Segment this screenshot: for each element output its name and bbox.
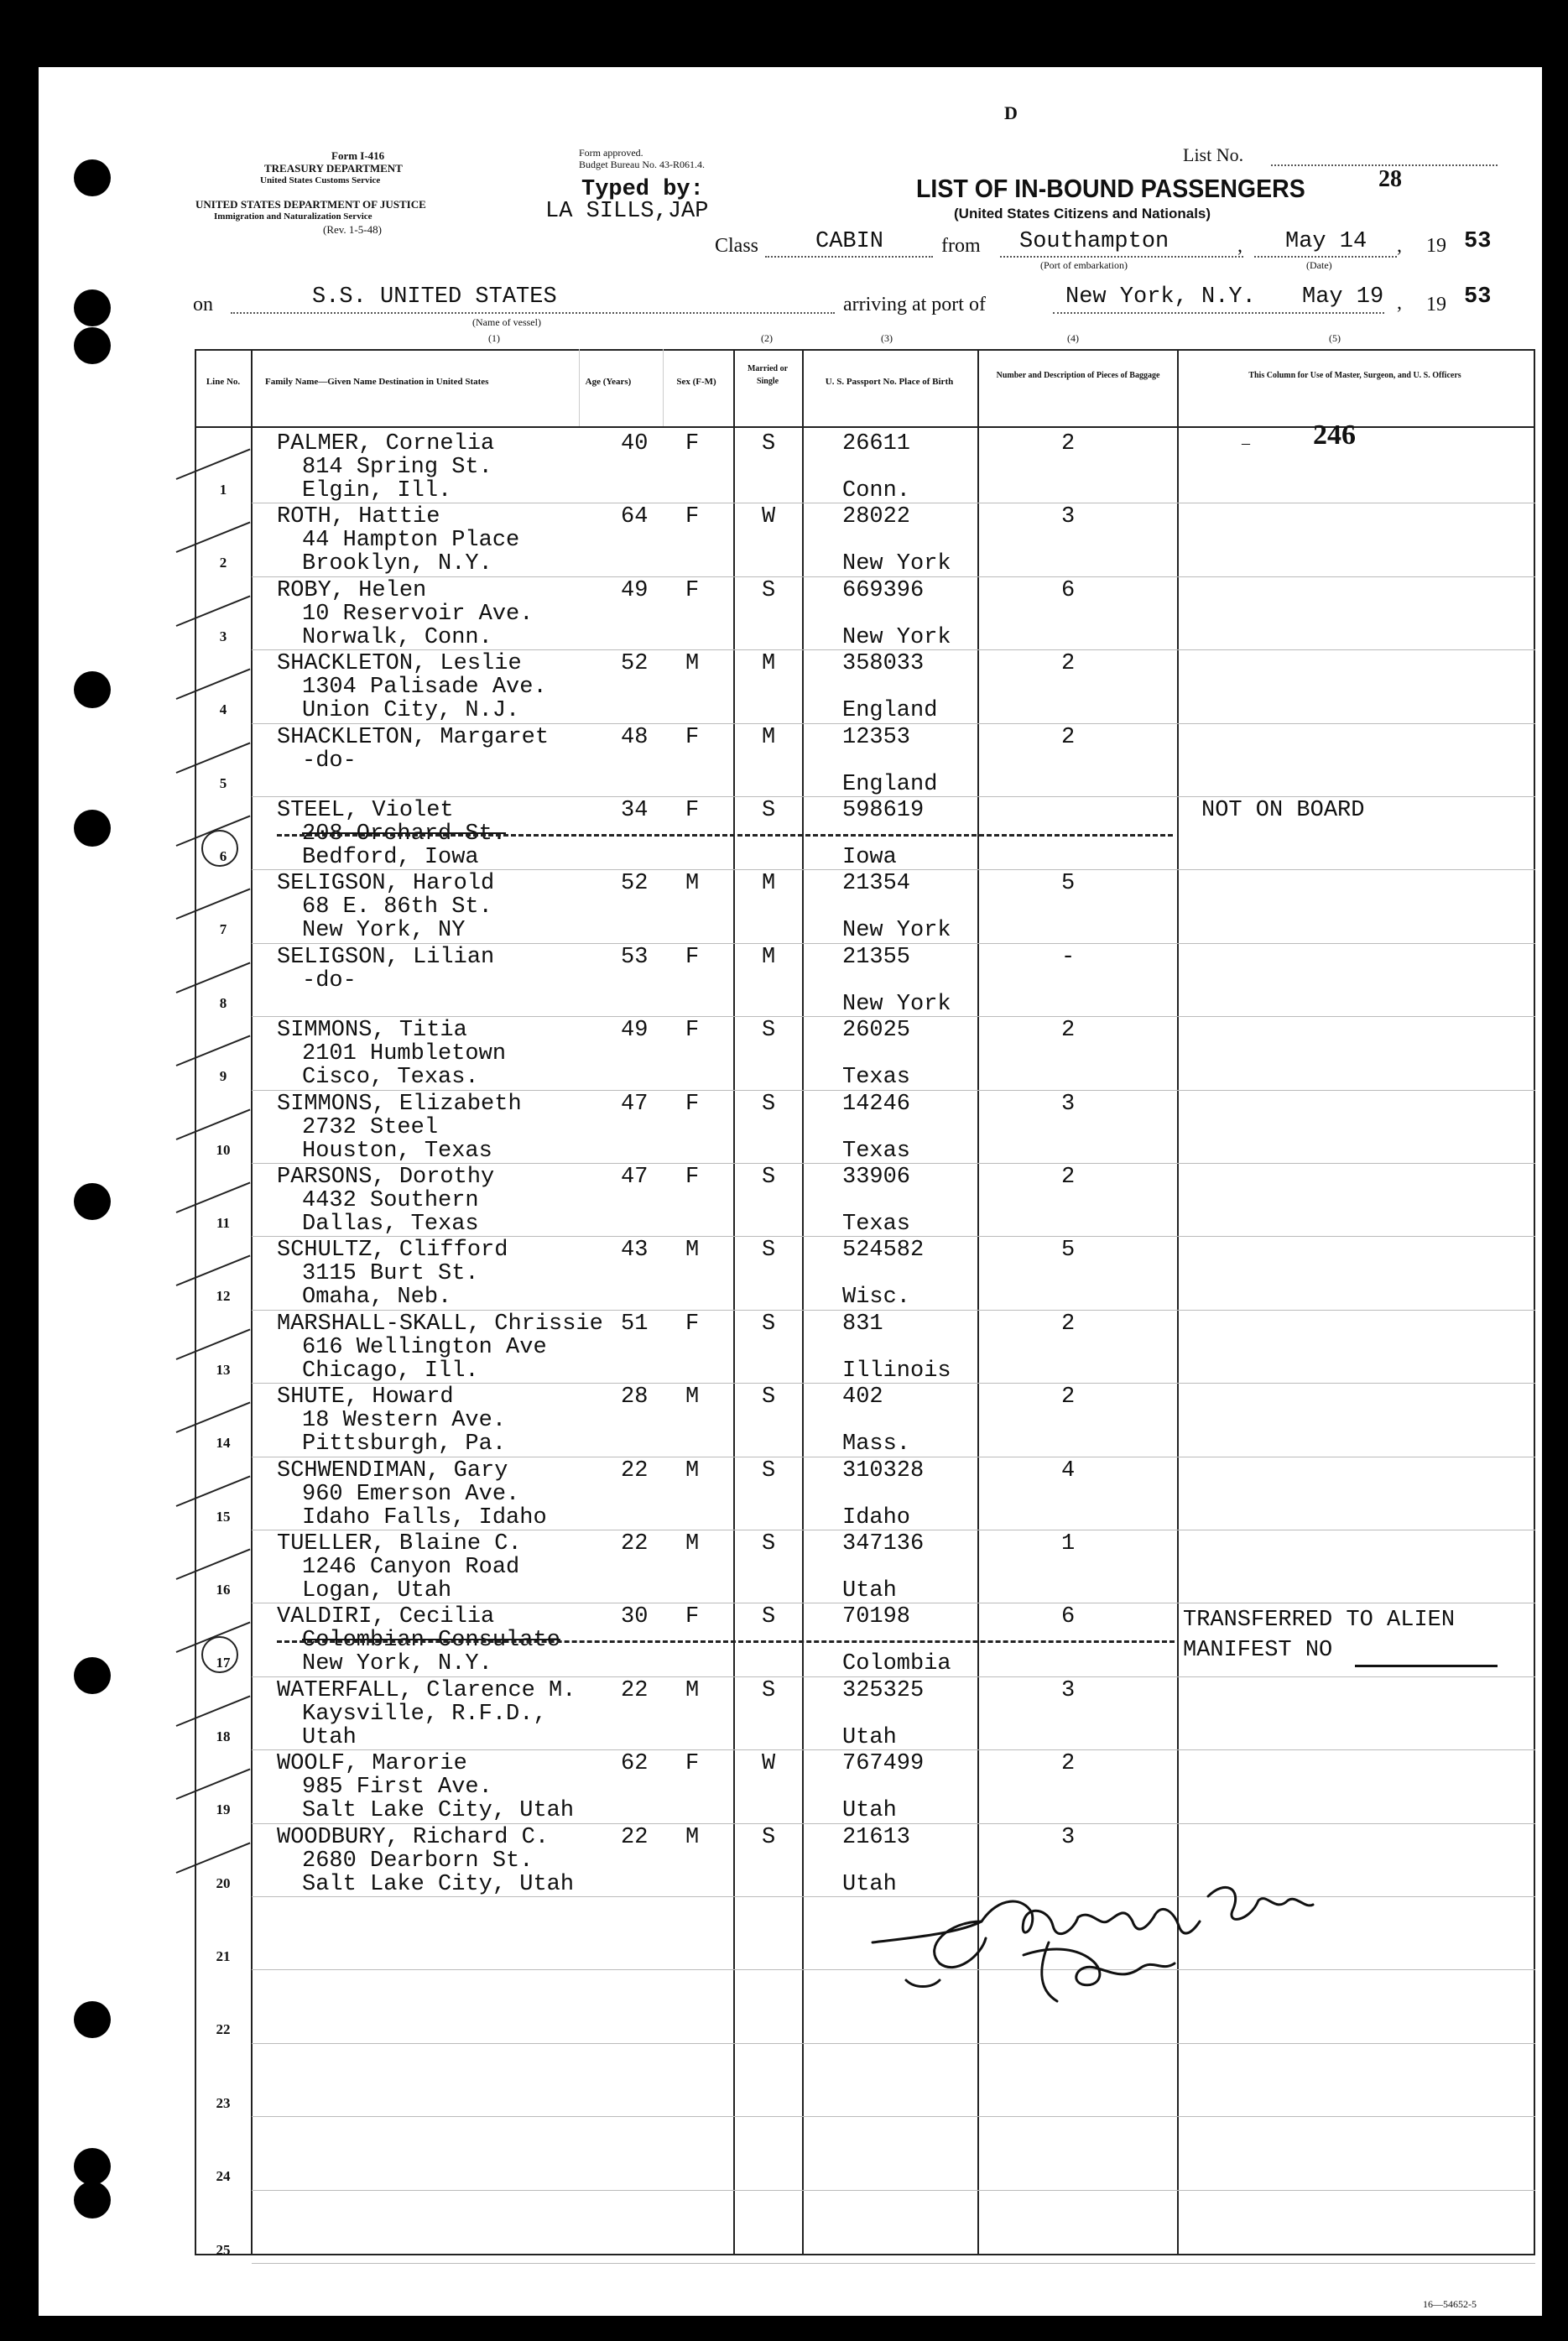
line-number: 9 [219, 1068, 227, 1085]
from-label: from [941, 235, 981, 257]
passport-number: 598619 [842, 798, 925, 823]
passenger-name: PALMER, Cornelia [277, 431, 495, 456]
passenger-address: 4432 Southern [302, 1188, 479, 1213]
arrival-year-prefix: 19 [1426, 294, 1446, 315]
passenger-city: Pittsburgh, Pa. [302, 1431, 507, 1457]
passenger-address: 1246 Canyon Road [302, 1555, 520, 1580]
binder-hole [74, 2148, 111, 2185]
passenger-age: 22 [621, 1824, 649, 1850]
officer-number: 246 [1313, 420, 1356, 451]
passport-number: 21613 [842, 1824, 911, 1850]
on-label: on [193, 294, 213, 315]
birth-place: Texas [842, 1138, 911, 1164]
passenger-sex: F [685, 504, 700, 530]
passenger-marital: S [762, 798, 776, 823]
passenger-sex: M [685, 1824, 700, 1850]
passenger-age: 28 [621, 1384, 649, 1410]
arrival-year: 53 [1464, 284, 1492, 310]
col-header-name: Family Name—Given Name Destination in United States [265, 377, 489, 387]
passenger-city: Elgin, Ill. [302, 478, 452, 503]
passport-number: 347136 [842, 1531, 925, 1556]
passenger-marital: S [762, 1531, 776, 1556]
footer-code: 16—54652-5 [1423, 2298, 1477, 2310]
year-prefix: 19 [1426, 235, 1446, 257]
baggage-count: 3 [1061, 1677, 1076, 1703]
customs-service: United States Customs Service [260, 175, 381, 185]
passenger-marital: S [762, 1311, 776, 1337]
birth-place: New York [842, 918, 951, 944]
passenger-marital: S [762, 577, 776, 603]
passenger-city: Salt Lake City, Utah [302, 1798, 575, 1824]
passenger-address: 616 Wellington Ave [302, 1334, 547, 1360]
passenger-name: ROBY, Helen [277, 577, 427, 603]
officer-remark: TRANSFERRED TO ALIEN MANIFEST NO [1183, 1608, 1456, 1664]
passenger-marital: S [762, 1165, 776, 1190]
passport-number: 26025 [842, 1018, 911, 1044]
line-number: 18 [216, 1728, 231, 1744]
birth-place: New York [842, 991, 951, 1017]
birth-place: Illinois [842, 1358, 951, 1384]
line-number: 25 [216, 2241, 231, 2258]
passenger-city: Idaho Falls, Idaho [302, 1504, 547, 1530]
passenger-address: 18 Western Ave. [302, 1408, 507, 1434]
passenger-marital: S [762, 1677, 776, 1703]
passenger-name: VALDIRI, Cecilia [277, 1604, 495, 1630]
passenger-marital: S [762, 1457, 776, 1483]
purser-signature [856, 1863, 1326, 2022]
passenger-marital: S [762, 1384, 776, 1410]
baggage-count: 5 [1061, 871, 1076, 897]
col-number: (1) [488, 332, 500, 344]
passenger-city: Brooklyn, N.Y. [302, 551, 492, 577]
line-number: 7 [219, 921, 227, 938]
line-number: 2 [219, 555, 227, 571]
arrival-date: May 19 [1302, 284, 1384, 310]
birth-place: Conn. [842, 478, 911, 503]
class-value: CABIN [815, 229, 884, 254]
line-number: 14 [216, 1435, 231, 1452]
passenger-address: -do- [302, 748, 357, 774]
form-approved: Form approved. [579, 147, 643, 159]
passenger-sex: M [685, 871, 700, 897]
passenger-age: 40 [621, 431, 649, 456]
col-header-officers: This Column for Use of Master, Surgeon, and U. S. Officers [1248, 371, 1461, 380]
col-header-married: Married or Single [747, 364, 789, 386]
passenger-city: Omaha, Neb. [302, 1285, 452, 1311]
manifest-no-blank [1355, 1665, 1498, 1667]
baggage-count: 2 [1061, 1018, 1076, 1044]
passenger-sex: M [685, 651, 700, 677]
birth-place: England [842, 698, 938, 724]
col-number: (2) [761, 332, 773, 344]
arrival-port: New York, N.Y. [1065, 284, 1256, 310]
vessel-caption: (Name of vessel) [472, 316, 541, 328]
passenger-sex: M [685, 1238, 700, 1264]
passenger-marital: S [762, 1018, 776, 1044]
line-number: 17 [216, 1655, 231, 1671]
birth-place: Colombia [842, 1651, 951, 1677]
passport-number: 21355 [842, 944, 911, 970]
embark-date: May 14 [1285, 229, 1367, 254]
port-caption: (Port of embarkation) [1040, 259, 1128, 271]
passenger-sex: F [685, 431, 700, 456]
birth-place: England [842, 771, 938, 797]
binder-hole [74, 810, 111, 847]
passport-number: 524582 [842, 1238, 925, 1264]
passenger-sex: F [685, 1018, 700, 1044]
passenger-age: 48 [621, 724, 649, 750]
manifest-title: LIST OF IN-BOUND PASSENGERS [916, 174, 1305, 203]
line-number: 6 [219, 848, 227, 864]
passenger-age: 49 [621, 1018, 649, 1044]
birth-place: New York [842, 551, 951, 577]
binder-hole [74, 2182, 111, 2218]
passenger-age: 34 [621, 798, 649, 823]
passenger-name: ROTH, Hattie [277, 504, 440, 530]
passport-number: 28022 [842, 504, 911, 530]
passenger-name: WOOLF, Marorie [277, 1751, 467, 1777]
form-number: Form I-416 [331, 149, 385, 162]
passport-number: 669396 [842, 577, 925, 603]
row-divider [252, 2116, 1535, 2117]
line-number: 16 [216, 1582, 231, 1598]
passenger-name: SELIGSON, Lilian [277, 944, 495, 970]
passport-number: 831 [842, 1311, 883, 1337]
binder-hole [74, 327, 111, 364]
passenger-marital: S [762, 431, 776, 456]
binder-hole [74, 2001, 111, 2038]
passenger-age: 43 [621, 1238, 649, 1264]
line-number: 3 [219, 628, 227, 644]
passenger-sex: F [685, 577, 700, 603]
passport-number: 21354 [842, 871, 911, 897]
typed-by-value: LA SILLS,JAP [545, 199, 709, 224]
birth-place: Texas [842, 1212, 911, 1237]
line-number: 20 [216, 1874, 231, 1891]
passenger-address: 960 Emerson Ave. [302, 1481, 520, 1507]
passenger-age: 22 [621, 1457, 649, 1483]
passenger-age: 52 [621, 651, 649, 677]
passenger-name: SELIGSON, Harold [277, 871, 495, 897]
passenger-sex: F [685, 944, 700, 970]
passenger-city: Utah [302, 1724, 357, 1750]
passenger-name: SHUTE, Howard [277, 1384, 454, 1410]
col-number: (5) [1329, 332, 1341, 344]
line-circle-mark [201, 830, 238, 867]
passenger-sex: F [685, 1091, 700, 1117]
strike-line [277, 1640, 1175, 1643]
line-number: 24 [216, 2168, 231, 2185]
passenger-city: Chicago, Ill. [302, 1358, 479, 1384]
baggage-count: 2 [1061, 431, 1076, 456]
passenger-address: Kaysville, R.F.D., [302, 1701, 547, 1727]
passenger-sex: F [685, 724, 700, 750]
birth-place: Idaho [842, 1504, 911, 1530]
passenger-age: 51 [621, 1311, 649, 1337]
passenger-sex: M [685, 1677, 700, 1703]
binder-hole [74, 671, 111, 708]
passenger-address: 2101 Humbletown [302, 1041, 507, 1067]
passenger-address: 985 First Ave. [302, 1775, 492, 1801]
passenger-age: 47 [621, 1091, 649, 1117]
passenger-address: 814 Spring St. [302, 455, 492, 480]
passenger-city: Union City, N.J. [302, 698, 520, 724]
passport-number: 402 [842, 1384, 883, 1410]
strike-line [277, 834, 1173, 837]
baggage-count: 1 [1061, 1531, 1076, 1556]
budget-bureau: Budget Bureau No. 43-R061.4. [579, 159, 705, 170]
passenger-age: 47 [621, 1165, 649, 1190]
passport-number: 33906 [842, 1165, 911, 1190]
passenger-city: New York, N.Y. [302, 1651, 492, 1677]
passenger-marital: S [762, 1238, 776, 1264]
line-number: 11 [216, 1215, 231, 1231]
passport-number: 358033 [842, 651, 925, 677]
passenger-sex: F [685, 1751, 700, 1777]
passport-number: 70198 [842, 1604, 911, 1630]
passenger-name: PARSONS, Dorothy [277, 1165, 495, 1190]
passenger-age: 22 [621, 1531, 649, 1556]
line-number: 13 [216, 1361, 231, 1378]
col-header-baggage: Number and Description of Pieces of Baggage [996, 371, 1160, 380]
passenger-marital: S [762, 1091, 776, 1117]
binder-hole [74, 1183, 111, 1220]
binder-hole [74, 1657, 111, 1694]
passenger-name: SHACKLETON, Leslie [277, 651, 522, 677]
passenger-address: 68 E. 86th St. [302, 894, 492, 920]
passenger-city: New York, NY [302, 918, 466, 944]
row-divider [252, 2043, 1535, 2044]
passport-number: 12353 [842, 724, 911, 750]
line-number: 23 [216, 2094, 231, 2111]
col-number: (4) [1067, 332, 1079, 344]
passenger-age: 30 [621, 1604, 649, 1630]
row-divider [252, 2263, 1535, 2264]
passenger-age: 53 [621, 944, 649, 970]
treasury-dept: TREASURY DEPARTMENT [264, 162, 403, 175]
passenger-address: 3115 Burt St. [302, 1261, 479, 1287]
col-header-line: Line No. [206, 377, 241, 387]
passenger-city: Cisco, Texas. [302, 1065, 479, 1091]
passenger-address: 44 Hampton Place [302, 528, 520, 554]
passenger-name: WATERFALL, Clarence M. [277, 1677, 576, 1703]
birth-place: Iowa [842, 845, 897, 870]
list-no-label: List No. [1183, 144, 1244, 165]
line-number: 22 [216, 2021, 231, 2038]
row-divider [252, 2190, 1535, 2191]
passenger-address: 1304 Palisade Ave. [302, 675, 547, 701]
passenger-marital: M [762, 871, 776, 897]
col-header-age: Age (Years) [585, 377, 632, 387]
passenger-name: SCHWENDIMAN, Gary [277, 1457, 508, 1483]
typed-by-label: Typed by: [581, 177, 704, 202]
passenger-city: Houston, Texas [302, 1138, 492, 1164]
passenger-sex: F [685, 1311, 700, 1337]
arriving-label: arriving at port of [843, 294, 986, 315]
passenger-age: 49 [621, 577, 649, 603]
passenger-address: 10 Reservoir Ave. [302, 601, 534, 627]
birth-place: Wisc. [842, 1285, 911, 1311]
passenger-name: WOODBURY, Richard C. [277, 1824, 550, 1850]
line-number: 4 [219, 701, 227, 718]
passenger-address: 2680 Dearborn St. [302, 1848, 534, 1874]
passenger-sex: M [685, 1384, 700, 1410]
binder-hole [74, 289, 111, 326]
officer-remark: NOT ON BOARD [1201, 798, 1365, 823]
passenger-city: Salt Lake City, Utah [302, 1871, 575, 1897]
baggage-count: 3 [1061, 504, 1076, 530]
passenger-age: 52 [621, 871, 649, 897]
passport-number: 310328 [842, 1457, 925, 1483]
ins-service: Immigration and Naturalization Service [214, 211, 372, 222]
baggage-count: 3 [1061, 1091, 1076, 1117]
line-number: 1 [219, 482, 227, 498]
passport-number: 26611 [842, 431, 911, 456]
passenger-city: Bedford, Iowa [302, 845, 479, 870]
justice-dept: UNITED STATES DEPARTMENT OF JUSTICE [195, 198, 426, 211]
binder-hole [74, 159, 111, 196]
passenger-name: SIMMONS, Titia [277, 1018, 467, 1044]
baggage-count: 2 [1061, 1165, 1076, 1190]
passenger-address: 208 Orchard St. [302, 821, 507, 847]
manifest-subtitle: (United States Citizens and Nationals) [954, 206, 1211, 222]
passenger-sex: M [685, 1457, 700, 1483]
line-number: 5 [219, 774, 227, 791]
passenger-name: SHACKLETON, Margaret [277, 724, 550, 750]
line-number: 10 [216, 1141, 231, 1158]
passenger-name: MARSHALL-SKALL, Chrissie [277, 1311, 603, 1337]
top-mark: D [1004, 102, 1018, 123]
line-number: 8 [219, 994, 227, 1011]
birth-place: Utah [842, 1578, 897, 1603]
passenger-name: SCHULTZ, Clifford [277, 1238, 508, 1264]
passport-number: 767499 [842, 1751, 925, 1777]
passenger-age: 22 [621, 1677, 649, 1703]
vessel-name: S.S. UNITED STATES [312, 284, 557, 310]
col-number: (3) [881, 332, 893, 344]
passenger-marital: M [762, 944, 776, 970]
passenger-age: 64 [621, 504, 649, 530]
line-number: 15 [216, 1508, 231, 1525]
line-number: 19 [216, 1801, 231, 1818]
passenger-address: -do- [302, 967, 357, 993]
class-label: Class [715, 235, 759, 257]
birth-place: Mass. [842, 1431, 911, 1457]
embark-port: Southampton [1019, 229, 1169, 254]
birth-place: Texas [842, 1065, 911, 1091]
birth-place: New York [842, 624, 951, 650]
baggage-count: 2 [1061, 651, 1076, 677]
list-no-value: 28 [1378, 166, 1402, 192]
baggage-count: 5 [1061, 1238, 1076, 1264]
baggage-count: 3 [1061, 1824, 1076, 1850]
passport-number: 14246 [842, 1091, 911, 1117]
passenger-marital: M [762, 651, 776, 677]
passenger-city: Norwalk, Conn. [302, 624, 492, 650]
passenger-city: Logan, Utah [302, 1578, 452, 1603]
embark-year: 53 [1464, 229, 1492, 254]
birth-place: Utah [842, 1871, 897, 1897]
baggage-count: 2 [1061, 724, 1076, 750]
baggage-count: 6 [1061, 1604, 1076, 1630]
passenger-name: SIMMONS, Elizabeth [277, 1091, 522, 1117]
passenger-name: TUELLER, Blaine C. [277, 1531, 522, 1556]
passenger-marital: W [762, 504, 776, 530]
baggage-count: 2 [1061, 1384, 1076, 1410]
passenger-address: 2732 Steel [302, 1114, 439, 1140]
birth-place: Utah [842, 1798, 897, 1824]
col-header-passport: U. S. Passport No. Place of Birth [825, 377, 954, 387]
baggage-count: 4 [1061, 1457, 1076, 1483]
baggage-count: 6 [1061, 577, 1076, 603]
baggage-count: 2 [1061, 1311, 1076, 1337]
passenger-sex: F [685, 1604, 700, 1630]
passenger-sex: M [685, 1531, 700, 1556]
passenger-marital: M [762, 724, 776, 750]
passenger-marital: W [762, 1751, 776, 1777]
passenger-marital: S [762, 1824, 776, 1850]
col-header-sex: Sex (F-M) [676, 377, 716, 387]
baggage-count: 2 [1061, 1751, 1076, 1777]
birth-place: Utah [842, 1724, 897, 1750]
passenger-sex: F [685, 1165, 700, 1190]
line-number: 21 [216, 1948, 231, 1964]
date-caption: (Date) [1306, 259, 1332, 271]
revision-date: (Rev. 1-5-48) [323, 223, 382, 236]
baggage-count: - [1061, 944, 1076, 970]
line-number: 12 [216, 1288, 231, 1305]
passenger-age: 62 [621, 1751, 649, 1777]
passenger-address: Colombian Consulate [302, 1628, 560, 1654]
passport-number: 325325 [842, 1677, 925, 1703]
passenger-marital: S [762, 1604, 776, 1630]
passenger-sex: F [685, 798, 700, 823]
passenger-city: Dallas, Texas [302, 1212, 479, 1237]
passenger-name: STEEL, Violet [277, 798, 454, 823]
